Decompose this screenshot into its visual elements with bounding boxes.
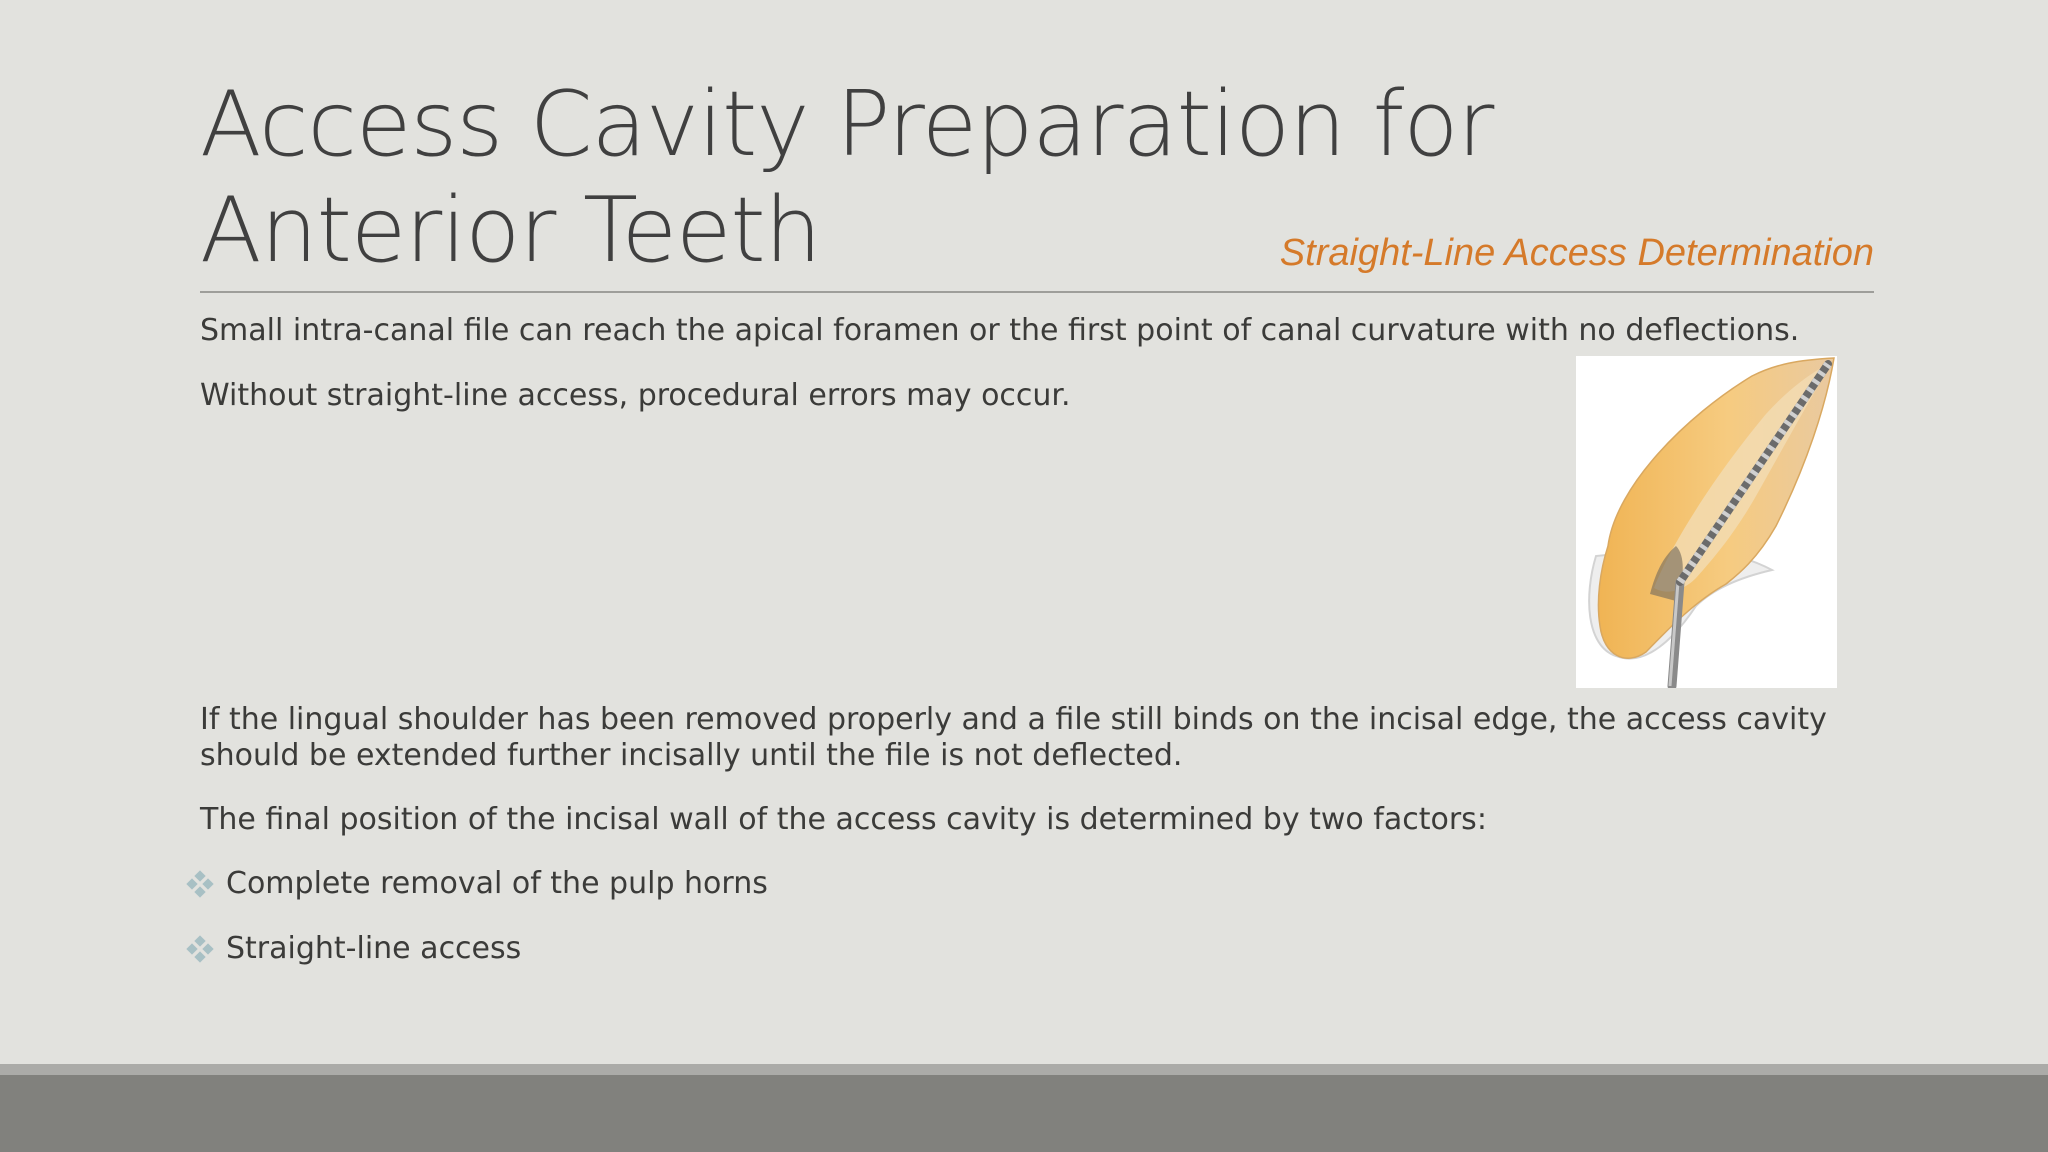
diamond-bullet-icon bbox=[186, 870, 214, 898]
slide-title: Access Cavity Preparation for Anterior Teeth bbox=[200, 72, 1494, 283]
footer-band-light bbox=[0, 1064, 2048, 1075]
bullet-text: Complete removal of the pulp horns bbox=[226, 866, 768, 901]
paragraph-procedural-errors: Without straight-line access, procedural errors may occur. bbox=[200, 378, 1071, 413]
bullet-item-straight-line-access bbox=[186, 931, 521, 967]
paragraph-final-position: The final position of the incisal wall of the access cavity is determined by two factors: bbox=[200, 802, 1487, 837]
paragraph-lingual-shoulder: If the lingual shoulder has been removed properly and a file still binds on the incisal edge, the access cavity should be extended further incisally until the file is not deflected. bbox=[200, 702, 1827, 773]
tooth-file-illustration-icon bbox=[1576, 356, 1837, 688]
bullet-text: Straight-line access bbox=[226, 931, 522, 966]
title-divider bbox=[200, 291, 1874, 293]
bullet-item-pulp-horns bbox=[186, 866, 768, 902]
footer-band-dark bbox=[0, 1075, 2048, 1152]
diamond-bullet-icon bbox=[186, 935, 214, 963]
paragraph-file-reach: Small intra-canal file can reach the apical foramen or the first point of canal curvature with no deflections. bbox=[200, 313, 1800, 348]
slide-subtitle: Straight-Line Access Determination bbox=[1279, 232, 1874, 274]
